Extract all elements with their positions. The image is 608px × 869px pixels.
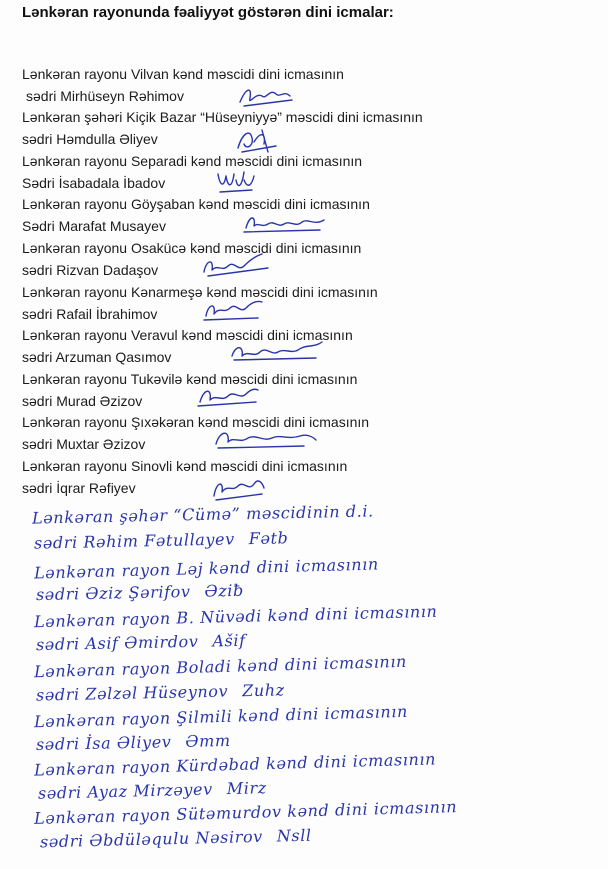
handwritten-chair-name: sədri Zəlzəl Hüseynov [35,681,229,705]
handwritten-signature: Zuhz [241,680,285,701]
handwritten-signature: Fətb [248,528,289,549]
community-line: Lənkəran rayonu Veravul kənd məscidi dini icmasının [22,327,353,343]
handwritten-community-line: Lənkəran rayon Şilmili kənd dini icmasının [33,701,409,732]
community-line: Lənkəran rayonu Tukəvilə kənd məscidi dini icmasının [22,371,358,387]
chair-line: sədri İqrar Rəfiyev [22,480,136,496]
handwritten-signature: Ašif [212,630,246,651]
signature-mark [214,166,260,198]
handwritten-chair-line [40,827,312,852]
handwritten-chair-line [38,779,267,803]
community-line: Lənkəran rayonu Vilvan kənd məscidi dini icmasının [22,66,344,82]
chair-line: sədri Mirhüseyn Rəhimov [26,88,184,104]
handwritten-chair-name: sədri Rəhim Fətullayev [33,529,235,553]
community-line: Lənkəran rayonu Sinovli kənd məscidi dini icmasının [22,458,348,474]
signature-mark [208,472,270,506]
signature-mark [194,382,264,412]
chair-line: Sədri Marafat Musayev [22,218,166,234]
chair-line: sədri Arzuman Qasımov [22,349,172,365]
handwritten-chair-name: sədri İsa Əliyev [35,732,172,755]
handwritten-chair-line [36,632,246,654]
community-line: Lənkəran rayonu Osakücə kənd məscidi dini icmasının [22,240,362,256]
document-title: Lənkəran rayonunda fəaliyyət göstərən dini icmalar: [22,4,394,21]
signature-mark [226,338,330,368]
handwritten-chair-line [36,732,231,754]
signature-mark [232,124,282,156]
community-line: Lənkəran rayonu Göyşaban kənd məscidi dini icmasının [22,196,370,212]
handwritten-community-line: Lənkəran rayon Boladi kənd dini icmasının [33,651,408,682]
handwritten-chair-line [36,681,285,704]
community-line: Lənkəran şəhəri Kiçik Bazar “Hüseyniyyə” məscidi dini icmasının [22,109,423,125]
chair-line: sədri Murad Əzizov [22,393,143,409]
handwritten-signature: Əmm [185,730,231,751]
community-line: Lənkəran rayonu Separadi kənd məscidi dini icmasının [22,153,363,169]
handwritten-signature: Mirz [226,778,267,799]
signature-mark [208,426,320,454]
handwritten-chair-name: sədri Əbdüləqulu Nəsirov [39,826,264,852]
signature-mark [236,82,298,112]
handwritten-community-line: Lənkəran rayon Kürdəbad kənd dini icmasının [33,749,437,780]
signature-mark [240,210,330,236]
chair-line: sədri Muxtar Əzizov [22,436,146,452]
chair-line: Sədri İsabadala İbadov [22,175,166,191]
community-line: Lənkəran rayonu Şıxəkəran kənd məscidi dini icmasının [22,414,370,430]
handwritten-community-line: Lənkəran rayon B. Nüvədi kənd dini icmasının [33,601,438,632]
handwritten-chair-name: sədri Əziz Şərifov [35,581,191,605]
handwritten-chair-name: sədri Ayaz Mirzəyev [37,779,213,803]
handwritten-signature: Əziƀ [204,580,245,601]
signature-mark [198,296,270,326]
signature-mark [198,252,276,282]
community-line: Lənkəran rayonu Kənarmeşə kənd məscidi dini icmasının [22,284,378,300]
handwritten-community-line: Lənkəran şəhər “Cümə” məscidinin d.i. [31,501,374,528]
handwritten-community-line: Lənkəran rayon Ləj kənd dini icmasının [33,554,380,583]
handwritten-community-line: Lənkəran rayon Sütəmurdov kənd dini icmasının [33,797,458,828]
handwritten-signature: Nsll [276,825,312,846]
handwritten-chair-name: sədri Asif Əmirdov [35,631,199,655]
chair-line: sədri Rizvan Dadaşov [22,262,159,278]
handwritten-chair-line [34,529,289,552]
chair-line: sədri Həmdulla Əliyev [22,131,158,147]
chair-line: sədri Rafail İbrahimov [22,306,158,322]
handwritten-chair-line [36,582,244,604]
